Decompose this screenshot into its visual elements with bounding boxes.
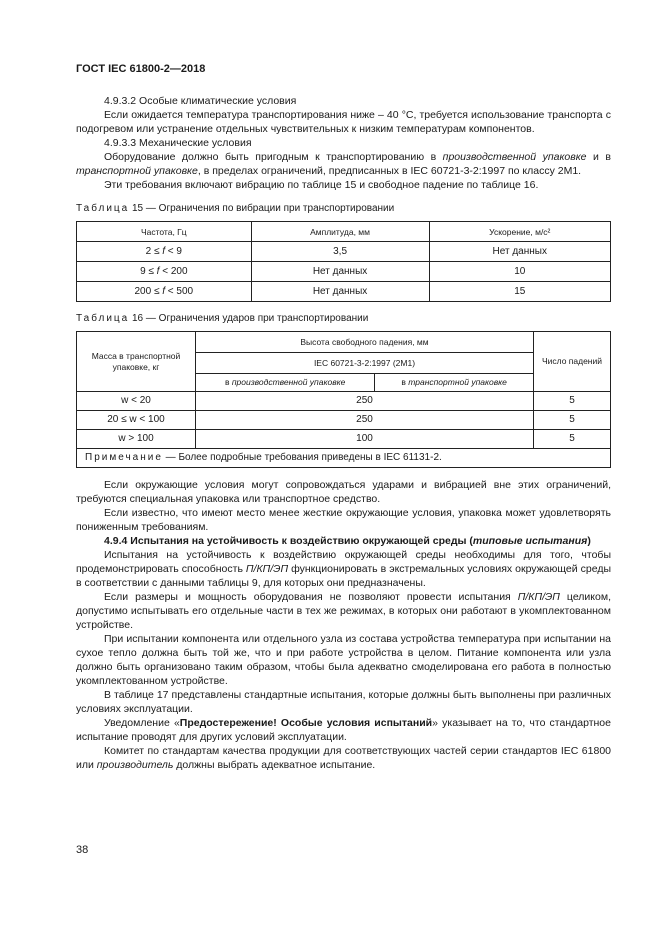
table-row (77, 411, 611, 430)
section-4-9-3-3-title: 4.9.3.3 Механические условия (104, 137, 252, 149)
section-4-9-4-para-1: Испытания на устойчивость к воздействию окружающей среды необходимы для того, чтобы продемонстрировать способность П/КП/ЭП функционировать в экстремальных условиях окружающей среды в соответствии с данными таблицы 9, для которых они предназначены. (76, 549, 611, 589)
header-production-package: в производственной упаковке (196, 374, 375, 392)
section-4-9-4-para-6: Комитет по стандартам качества продукции для соответствующих частей серии стандартов IEC 61800 или производитель должны выбрать адекватное испытание. (76, 745, 611, 771)
section-4-9-4-para-2: Если размеры и мощность оборудования не позволяют провести испытания П/КП/ЭП целиком, допустимо испытывать его отдельные части в тех же режимах, в которых они работают в укомплектованном устройстве. (76, 591, 611, 631)
header-standard: IEC 60721-3-2:1997 (2М1) (196, 353, 534, 374)
header-acceleration: Ускорение, м/с² (429, 222, 610, 242)
table-header-row (77, 332, 611, 353)
header-drop-height: Высота свободного падения, мм (196, 332, 534, 353)
table-row (77, 242, 611, 262)
cell-height: 250 (196, 411, 534, 430)
table-row (77, 262, 611, 282)
section-4-9-4-para-3: При испытании компонента или отдельного узла из состава устройства температура при испытании на сухое тепло должна быть той же, что и при работе устройства в целом. Питание компонента или узла должно быть организовано таким образом, чтобы была адекватно смоделирована его работа в полностью укомплектованном устройстве. (76, 633, 611, 687)
cell-height: 250 (196, 392, 534, 411)
cell-count: 5 (534, 430, 611, 449)
cell-mass: w < 20 (77, 392, 196, 411)
after-tables-para-1: Если окружающие условия могут сопровождаться ударами и вибрацией вне этих ограничений, требуются специальная упаковка или транспортное средство. (76, 479, 611, 505)
cell-mass: w > 100 (77, 430, 196, 449)
header-frequency: Частота, Гц (77, 222, 252, 242)
cell-frequency: 9 ≤ f < 200 (77, 262, 252, 282)
table-header-row (77, 222, 611, 242)
table-15-caption: Таблица 15 — Ограничения по вибрации при транспортировании (76, 203, 395, 214)
section-4-9-3-3-para-1: Оборудование должно быть пригодным к транспортированию в производственной упаковке и в транспортной упаковке, в пределах ограничений, предписанных в IEC 60721-3-2:1997 по классу 2М1. (76, 151, 611, 177)
header-drop-count: Число падений (534, 332, 611, 392)
table-row (77, 430, 611, 449)
cell-height: 100 (196, 430, 534, 449)
section-4-9-3-2-text: Если ожидается температура транспортирования ниже – 40 °С, требуется использование транспорта с подогревом или устранение отдельных чувствительных к низким температурам компонентов. (76, 109, 611, 135)
cell-acceleration: 15 (429, 282, 610, 302)
table-note: Примечание — Более подробные требования приведены в IEC 61131-2. (77, 449, 611, 468)
table-row (77, 282, 611, 302)
cell-mass: 20 ≤ w < 100 (77, 411, 196, 430)
cell-acceleration: 10 (429, 262, 610, 282)
section-4-9-4-title: 4.9.4 Испытания на устойчивость к воздействию окружающей среды (типовые испытания) (104, 535, 591, 547)
table-row (77, 392, 611, 411)
cell-amplitude: Нет данных (251, 262, 429, 282)
table-15 (76, 221, 611, 302)
page-number: 38 (76, 844, 89, 856)
section-4-9-4-para-5: Уведомление «Предостережение! Особые условия испытаний» указывает на то, что стандартное испытание проводят для других условий эксплуатации. (76, 717, 611, 743)
cell-count: 5 (534, 411, 611, 430)
section-4-9-4-para-4: В таблице 17 представлены стандартные испытания, которые должны быть выполнены при различных условиях эксплуатации. (76, 689, 611, 715)
header-transport-package: в транспортной упаковке (375, 374, 534, 392)
document-header: ГОСТ IEC 61800-2—2018 (76, 63, 206, 75)
header-mass: Масса в транспортной упаковке, кг (77, 332, 196, 392)
cell-count: 5 (534, 392, 611, 411)
section-4-9-3-3-para-2: Эти требования включают вибрацию по таблице 15 и свободное падение по таблице 16. (104, 179, 539, 191)
cell-amplitude: Нет данных (251, 282, 429, 302)
cell-frequency: 2 ≤ f < 9 (77, 242, 252, 262)
cell-frequency: 200 ≤ f < 500 (77, 282, 252, 302)
table-16 (76, 331, 611, 468)
after-tables-para-2: Если известно, что имеют место менее жесткие окружающие условия, упаковка может удовлетворять пониженным требованиям. (76, 507, 611, 533)
table-note-row (77, 449, 611, 468)
table-16-caption: Таблица 16 — Ограничения ударов при транспортировании (76, 313, 369, 324)
cell-amplitude: 3,5 (251, 242, 429, 262)
section-4-9-3-2-title: 4.9.3.2 Особые климатические условия (104, 95, 297, 107)
header-amplitude: Амплитуда, мм (251, 222, 429, 242)
cell-acceleration: Нет данных (429, 242, 610, 262)
